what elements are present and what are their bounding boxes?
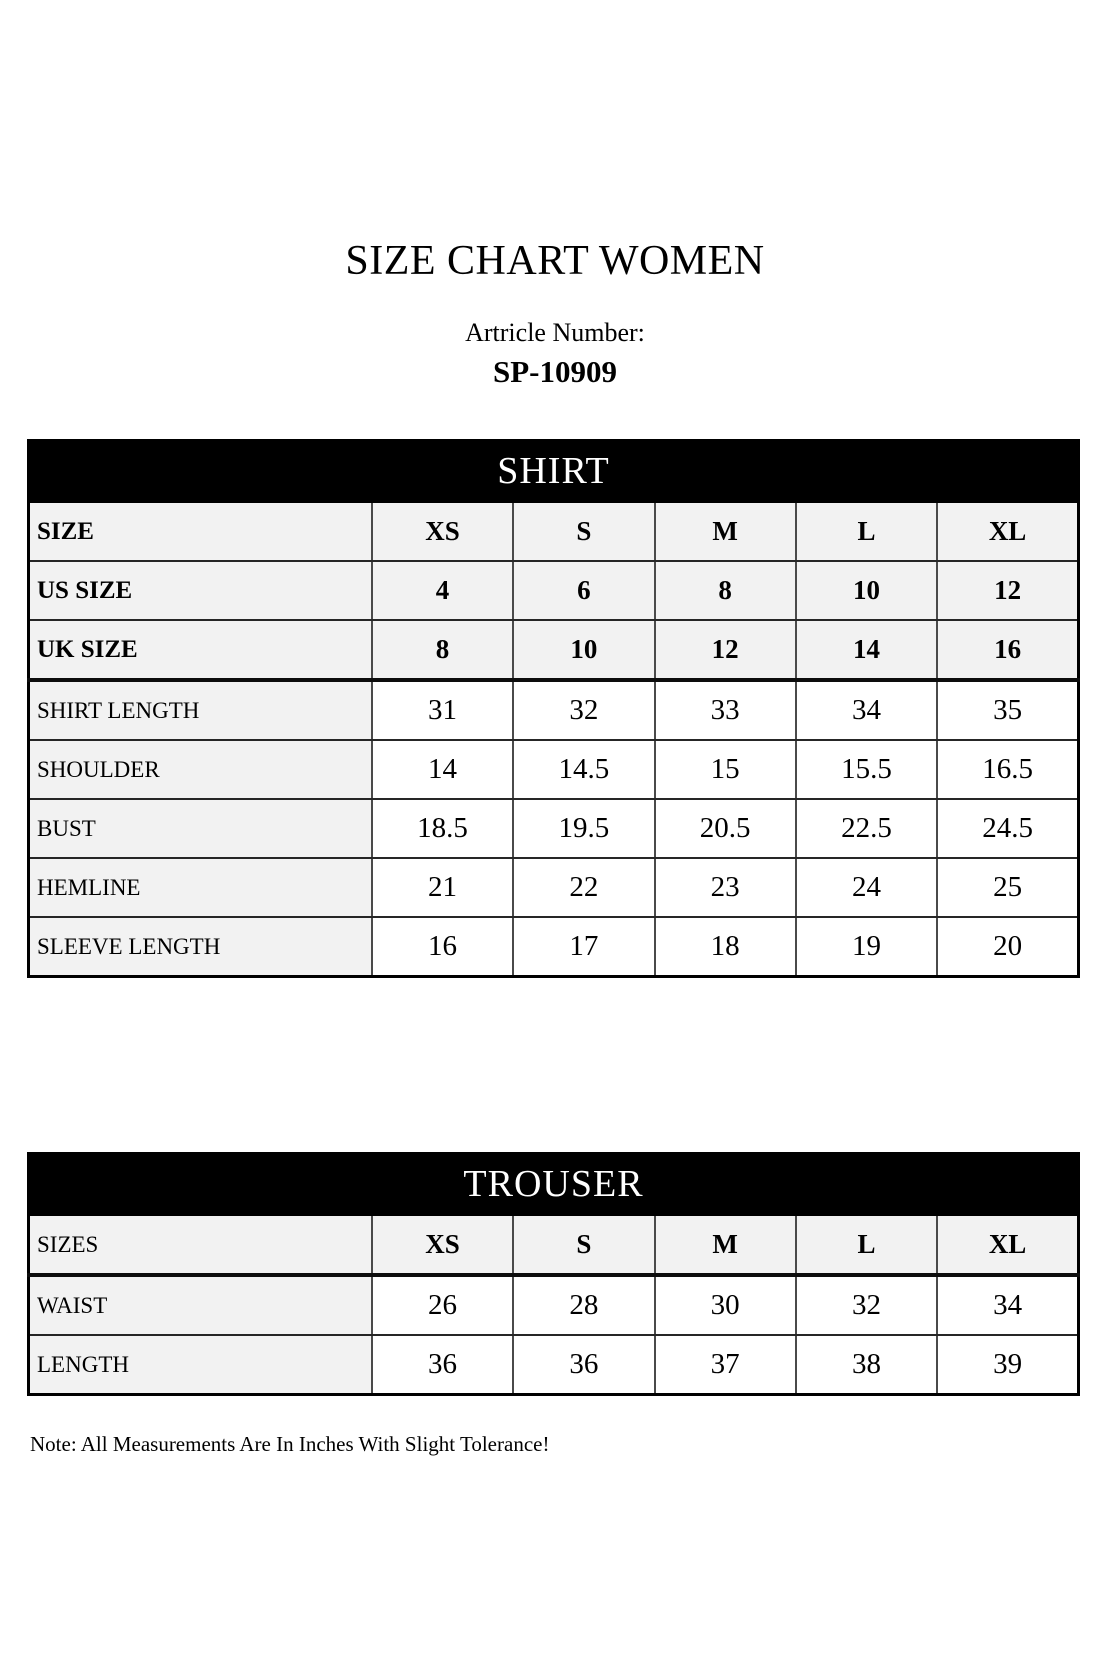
cell-value: 14	[796, 620, 937, 680]
table-row	[29, 561, 1079, 620]
cell-value: 12	[655, 620, 796, 680]
cell-value: 28	[513, 1275, 654, 1335]
table-row	[29, 858, 1079, 917]
cell-value: 19	[796, 917, 937, 977]
cell-value: 18	[655, 917, 796, 977]
row-label: WAIST	[29, 1275, 372, 1335]
cell-value: 24.5	[937, 799, 1078, 858]
cell-value: 14	[372, 740, 513, 799]
trouser-size-table	[27, 1152, 1080, 1396]
table-row	[29, 1335, 1079, 1395]
row-label: SHIRT LENGTH	[29, 680, 372, 740]
table-row	[29, 917, 1079, 977]
cell-value: 8	[372, 620, 513, 680]
cell-value: 15.5	[796, 740, 937, 799]
cell-value: 16	[937, 620, 1078, 680]
trouser-table-header-band	[29, 1154, 1079, 1215]
cell-value: 14.5	[513, 740, 654, 799]
row-label: HEMLINE	[29, 858, 372, 917]
row-label: LENGTH	[29, 1335, 372, 1395]
cell-value: 15	[655, 740, 796, 799]
table-row	[29, 1215, 1079, 1276]
cell-value: 36	[513, 1335, 654, 1395]
cell-value: 37	[655, 1335, 796, 1395]
cell-value: 17	[513, 917, 654, 977]
cell-value: 33	[655, 680, 796, 740]
cell-value: 20	[937, 917, 1078, 977]
cell-value: 32	[513, 680, 654, 740]
shirt-table-title: SHIRT	[29, 441, 1079, 502]
cell-value: 30	[655, 1275, 796, 1335]
cell-value: XS	[372, 502, 513, 562]
cell-value: XL	[937, 502, 1078, 562]
row-label: SHOULDER	[29, 740, 372, 799]
cell-value: 25	[937, 858, 1078, 917]
row-label: SIZE	[29, 502, 372, 562]
cell-value: 20.5	[655, 799, 796, 858]
cell-value: 26	[372, 1275, 513, 1335]
cell-value: S	[513, 502, 654, 562]
row-label: US SIZE	[29, 561, 372, 620]
row-label: SLEEVE LENGTH	[29, 917, 372, 977]
table-row	[29, 620, 1079, 680]
cell-value: 35	[937, 680, 1078, 740]
cell-value: 31	[372, 680, 513, 740]
cell-value: 4	[372, 561, 513, 620]
cell-value: M	[655, 502, 796, 562]
cell-value: 16.5	[937, 740, 1078, 799]
cell-value: L	[796, 1215, 937, 1276]
measurement-note: Note: All Measurements Are In Inches With Slight Tolerance!	[30, 1432, 550, 1456]
table-row	[29, 680, 1079, 740]
cell-value: 10	[796, 561, 937, 620]
cell-value: 19.5	[513, 799, 654, 858]
cell-value: 32	[796, 1275, 937, 1335]
cell-value: 12	[937, 561, 1078, 620]
cell-value: S	[513, 1215, 654, 1276]
cell-value: 36	[372, 1335, 513, 1395]
cell-value: 22.5	[796, 799, 937, 858]
cell-value: 21	[372, 858, 513, 917]
cell-value: 16	[372, 917, 513, 977]
cell-value: 22	[513, 858, 654, 917]
trouser-table-title: TROUSER	[29, 1154, 1079, 1215]
cell-value: 34	[796, 680, 937, 740]
table-row	[29, 1275, 1079, 1335]
cell-value: 34	[937, 1275, 1078, 1335]
row-label: BUST	[29, 799, 372, 858]
cell-value: M	[655, 1215, 796, 1276]
article-number-value: SP-10909	[493, 354, 617, 389]
row-label: SIZES	[29, 1215, 372, 1276]
cell-value: 6	[513, 561, 654, 620]
cell-value: XL	[937, 1215, 1078, 1276]
page-title: SIZE CHART WOMEN	[345, 238, 765, 284]
cell-value: 23	[655, 858, 796, 917]
cell-value: L	[796, 502, 937, 562]
cell-value: XS	[372, 1215, 513, 1276]
table-row	[29, 799, 1079, 858]
table-row	[29, 502, 1079, 562]
row-label: UK SIZE	[29, 620, 372, 680]
cell-value: 8	[655, 561, 796, 620]
cell-value: 24	[796, 858, 937, 917]
cell-value: 39	[937, 1335, 1078, 1395]
shirt-size-table	[27, 439, 1080, 978]
article-number-label: Artricle Number:	[465, 318, 645, 347]
cell-value: 10	[513, 620, 654, 680]
shirt-table-header-band	[29, 441, 1079, 502]
cell-value: 38	[796, 1335, 937, 1395]
table-row	[29, 740, 1079, 799]
cell-value: 18.5	[372, 799, 513, 858]
